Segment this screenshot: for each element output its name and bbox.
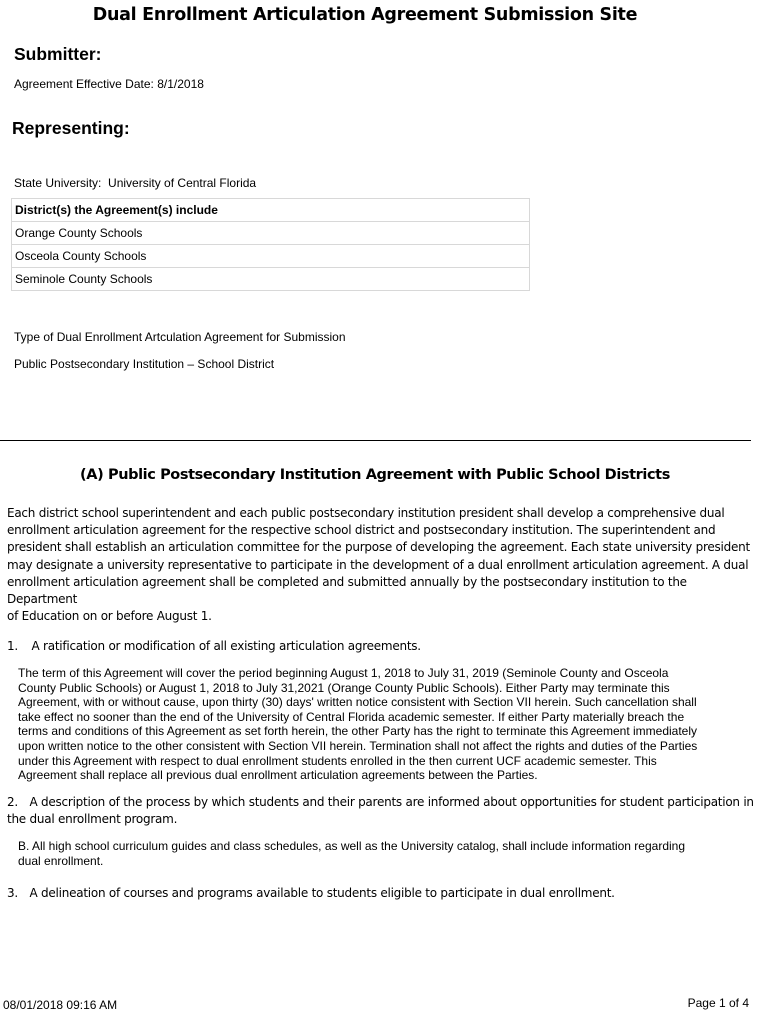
item-number: 1.: [7, 639, 18, 653]
body-line: County Public Schools) or August 1, 2018 to July 31,2021 (Orange County Public Schools). Either Party may terminate this: [18, 680, 670, 695]
intro-line: may designate a university representative to participate in the development of a dual enrollment articulation agreement. A dual: [7, 557, 749, 572]
item-1-body: [18, 666, 763, 783]
item-heading-text: the dual enrollment program.: [7, 812, 178, 827]
agreement-type-value: Public Postsecondary Institution – School District: [14, 357, 275, 371]
item-2-heading: [7, 794, 757, 828]
body-line: terms and conditions of this Agreement as set forth herein, the other Party has the right to terminate this Agreement immediately: [18, 724, 698, 739]
district-row: Osceola County Schools: [12, 245, 530, 268]
intro-line: president shall establish an articulation committee for the purpose of developing the agreement. Each state university president: [7, 540, 750, 555]
district-row: Seminole County Schools: [12, 268, 530, 291]
footer-page-number: Page 1 of 4: [687, 996, 749, 1010]
body-line: dual enrollment.: [18, 853, 104, 868]
item-3-heading: [7, 885, 757, 902]
districts-table-header: District(s) the Agreement(s) include: [12, 199, 530, 222]
representing-heading: Representing:: [12, 118, 130, 138]
intro-line: enrollment articulation agreement shall be completed and submitted annually by the postsecondary institution to the Department: [7, 574, 687, 607]
district-row: Orange County Schools: [12, 222, 530, 245]
intro-line: Each district school superintendent and each public postsecondary institution president shall develop a comprehensive dual: [7, 506, 725, 520]
section-a-title: (A) Public Postsecondary Institution Agreement with Public School Districts: [80, 467, 670, 483]
body-line: B. All high school curriculum guides and class schedules, as well as the University catalog, shall include information regarding: [18, 839, 686, 853]
item-heading-text: A ratification or modification of all existing articulation agreements.: [31, 639, 421, 653]
agreement-type-label: Type of Dual Enrollment Artculation Agreement for Submission: [14, 330, 346, 344]
intro-line: of Education on or before August 1.: [7, 609, 212, 624]
section-a-intro: [7, 505, 757, 625]
footer-timestamp: 08/01/2018 09:16 AM: [3, 998, 118, 1012]
effective-date-value: 8/1/2018: [157, 77, 204, 91]
effective-date-line: [14, 77, 204, 91]
state-university-line: [14, 176, 256, 190]
item-number: 3.: [7, 886, 18, 900]
body-line: upon written notice to the other consistent with Section VII herein. Termination shall not affect the rights and duties of the Parties: [18, 738, 698, 753]
item-2-body: [18, 839, 763, 868]
item-1-heading: [7, 638, 757, 655]
body-line: Agreement shall replace all previous dual enrollment articulation agreements between the Parties.: [18, 768, 538, 783]
effective-date-label: Agreement Effective Date:: [14, 77, 154, 91]
item-heading-text: A description of the process by which students and their parents are informed about opportunities for student participation in: [29, 795, 754, 809]
item-number: 2.: [7, 795, 18, 809]
body-line: Agreement, with or without cause, upon thirty (30) days' written notice consistent with Section VII herein. Such cancellation shall: [18, 695, 697, 710]
body-line: under this Agreement with respect to dual enrollment students enrolled in the then current UCF academic semester. This: [18, 753, 657, 768]
page-title: Dual Enrollment Articulation Agreement Submission Site: [92, 5, 638, 25]
item-heading-text: A delineation of courses and programs available to students eligible to participate in dual enrollment.: [29, 886, 615, 900]
state-university-label: State University:: [14, 176, 102, 190]
submitter-heading: Submitter:: [14, 44, 102, 64]
state-university-value: University of Central Florida: [108, 176, 257, 190]
body-line: take effect no sooner than the end of the University of Central Florida academic semester. If either Party materially breach the: [18, 709, 685, 724]
districts-table: [11, 198, 530, 291]
intro-line: enrollment articulation agreement for the respective school district and postsecondary institution. The superintendent and: [7, 523, 716, 538]
body-line: The term of this Agreement will cover the period beginning August 1, 2018 to July 31, 2019 (Seminole County and Osceola: [18, 666, 669, 680]
section-divider: [0, 440, 751, 441]
